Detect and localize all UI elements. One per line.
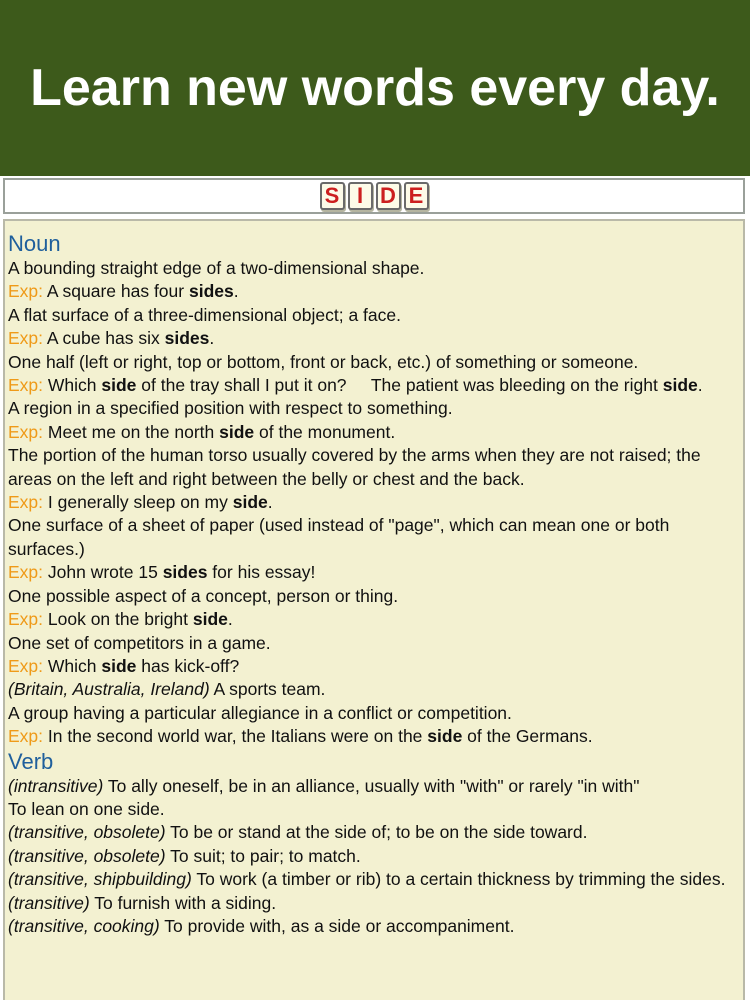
headword-highlight: sides	[188, 281, 234, 302]
example-label: Exp:	[8, 655, 44, 676]
example-sentence: Exp: A cube has six sides.	[8, 328, 215, 349]
word-tiles	[3, 178, 745, 214]
noun-heading: Noun	[8, 231, 61, 256]
letter-tile: S	[320, 182, 345, 210]
example-label: Exp:	[8, 726, 44, 747]
headword-highlight: side	[232, 492, 268, 513]
headword-highlight: side	[192, 609, 228, 630]
example-sentence: Exp: Look on the bright side.	[8, 609, 233, 630]
verb-definitions	[8, 775, 741, 939]
definition-text: The portion of the human torso usually covered by the arms when they are not raised; the areas on the left and right between the belly or chest and the back.	[8, 445, 701, 489]
headword-highlight: side	[427, 726, 463, 747]
tagged-definition: (transitive) To furnish with a siding.	[8, 892, 277, 913]
example-label: Exp:	[8, 492, 44, 513]
usage-label: (transitive, obsolete)	[8, 822, 166, 843]
definition-text: To lean on one side.	[8, 798, 165, 819]
tagged-definition: (Britain, Australia, Ireland) A sports team.	[8, 679, 326, 700]
headword-highlight: sides	[162, 562, 208, 583]
tagged-definition: (transitive, obsolete) To suit; to pair; to match.	[8, 845, 361, 866]
example-label: Exp:	[8, 328, 44, 349]
definition-text: One possible aspect of a concept, person or thing.	[8, 585, 399, 606]
example-sentence: Exp: In the second world war, the Italians were on the side of the Germans.	[8, 726, 593, 747]
definition-text: A bounding straight edge of a two-dimensional shape.	[8, 258, 425, 278]
example-label: Exp:	[8, 375, 44, 396]
definition-text: One surface of a sheet of paper (used instead of "page", which can mean one or both surfaces.)	[8, 515, 670, 559]
headword-highlight: side	[101, 375, 137, 396]
headword-highlight: side	[101, 655, 137, 676]
example-sentence: Exp: Which side of the tray shall I put it on? The patient was bleeding on the right side.	[8, 375, 703, 396]
example-sentence: Exp: Which side has kick-off?	[8, 655, 240, 676]
definition-text: A flat surface of a three-dimensional object; a face.	[8, 304, 401, 325]
tagged-definition: (transitive, obsolete) To be or stand at the side of; to be on the side toward.	[8, 822, 588, 843]
letter-tile: I	[348, 182, 373, 210]
example-label: Exp:	[8, 562, 44, 583]
example-sentence: Exp: I generally sleep on my side.	[8, 492, 273, 513]
definition-text: A region in a specified position with respect to something.	[8, 398, 453, 419]
definition-text: One set of competitors in a game.	[8, 632, 271, 653]
usage-label: (transitive, cooking)	[8, 915, 160, 936]
headword-highlight: side	[662, 375, 698, 396]
letter-tile: D	[376, 182, 401, 210]
definition-panel[interactable]	[3, 219, 745, 1000]
example-label: Exp:	[8, 281, 44, 302]
definition-text: A group having a particular allegiance in a conflict or competition.	[8, 702, 512, 723]
letter-tile: E	[404, 182, 429, 210]
noun-definitions	[8, 257, 741, 749]
verb-heading: Verb	[8, 748, 54, 774]
tagged-definition: (transitive, cooking) To provide with, as a side or accompaniment.	[8, 915, 515, 936]
definition-text: One half (left or right, top or bottom, front or back, etc.) of something or someone.	[8, 351, 639, 372]
usage-label: (transitive)	[8, 892, 90, 913]
usage-label: (transitive, obsolete)	[8, 845, 166, 866]
tagged-definition: (transitive, shipbuilding) To work (a timber or rib) to a certain thickness by trimming the sides.	[8, 869, 726, 890]
example-label: Exp:	[8, 609, 44, 630]
usage-label: (intransitive)	[8, 775, 104, 796]
example-sentence: Exp: A square has four sides.	[8, 281, 239, 302]
banner-title: Learn new words every day.	[30, 59, 720, 117]
usage-label: (Britain, Australia, Ireland)	[8, 679, 210, 700]
usage-label: (transitive, shipbuilding)	[8, 869, 192, 890]
tagged-definition: (intransitive) To ally oneself, be in an alliance, usually with "with" or rarely "in with"	[8, 775, 640, 796]
headword-highlight: side	[219, 421, 255, 442]
example-label: Exp:	[8, 421, 44, 442]
example-sentence: Exp: Meet me on the north side of the monument.	[8, 421, 396, 442]
banner	[0, 0, 750, 176]
example-sentence: Exp: John wrote 15 sides for his essay!	[8, 562, 316, 583]
headword-highlight: sides	[164, 328, 210, 349]
